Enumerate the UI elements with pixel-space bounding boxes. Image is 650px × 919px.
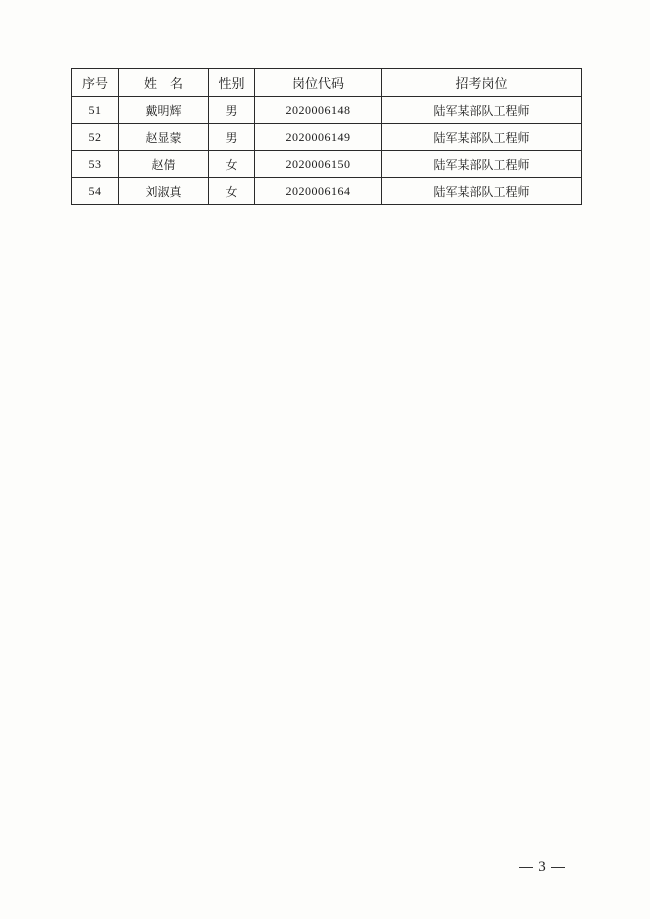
cell-gender: 女 <box>209 151 255 178</box>
cell-name: 赵显蒙 <box>119 124 209 151</box>
table-row <box>72 151 582 178</box>
cell-position-code: 2020006164 <box>255 178 382 205</box>
page-number-dash-left <box>519 867 533 868</box>
header-serial: 序号 <box>72 69 119 97</box>
cell-position-code: 2020006149 <box>255 124 382 151</box>
cell-name: 赵倩 <box>119 151 209 178</box>
table-row <box>72 178 582 205</box>
table-row <box>72 124 582 151</box>
cell-position-code: 2020006148 <box>255 97 382 124</box>
header-position-code: 岗位代码 <box>255 69 382 97</box>
cell-position: 陆军某部队工程师 <box>382 151 582 178</box>
table-header-row <box>72 69 582 97</box>
cell-name: 刘淑真 <box>119 178 209 205</box>
cell-name: 戴明辉 <box>119 97 209 124</box>
cell-position: 陆军某部队工程师 <box>382 124 582 151</box>
cell-gender: 男 <box>209 97 255 124</box>
cell-serial: 51 <box>72 97 119 124</box>
page-number-dash-right <box>551 867 565 868</box>
candidate-table <box>71 68 582 205</box>
cell-serial: 53 <box>72 151 119 178</box>
header-gender: 性别 <box>209 69 255 97</box>
cell-position: 陆军某部队工程师 <box>382 97 582 124</box>
cell-gender: 男 <box>209 124 255 151</box>
cell-position: 陆军某部队工程师 <box>382 178 582 205</box>
page-number <box>512 859 572 876</box>
table-row <box>72 97 582 124</box>
page-number-value: 3 <box>538 859 546 875</box>
cell-serial: 52 <box>72 124 119 151</box>
header-position: 招考岗位 <box>382 69 582 97</box>
cell-serial: 54 <box>72 178 119 205</box>
header-name: 姓 名 <box>119 69 209 97</box>
cell-position-code: 2020006150 <box>255 151 382 178</box>
cell-gender: 女 <box>209 178 255 205</box>
